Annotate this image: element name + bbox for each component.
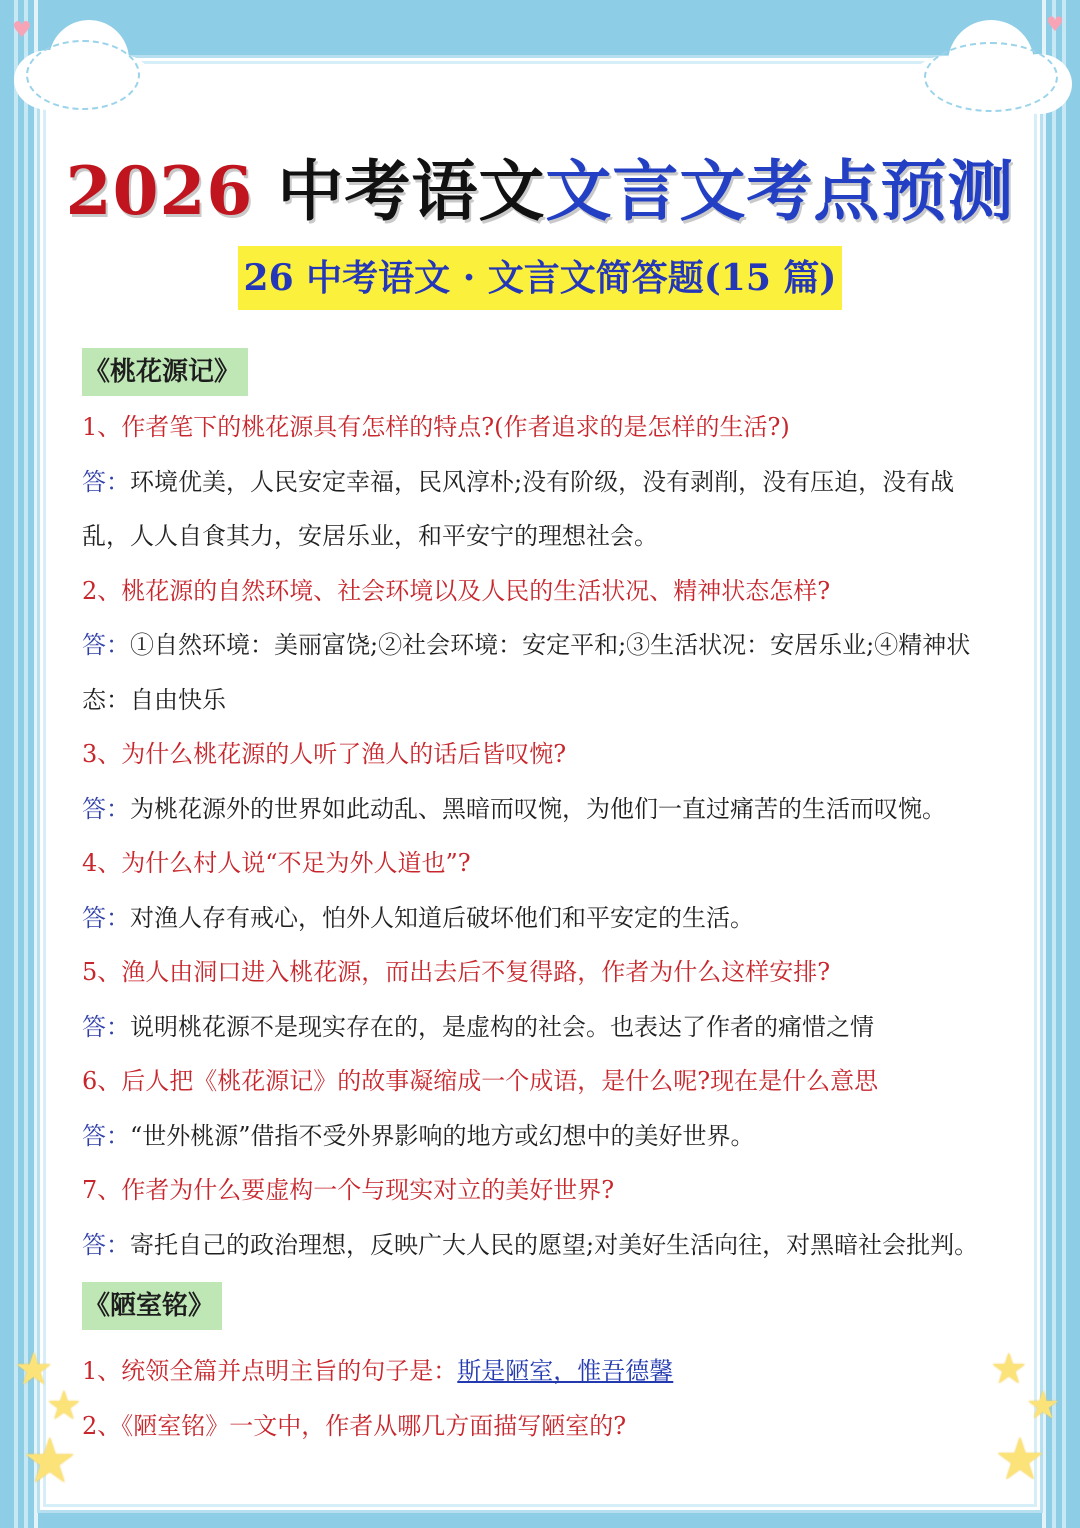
answer-prefix: 答： — [82, 903, 130, 932]
section-taohuayuanji — [82, 348, 1012, 1272]
question: 2、桃花源的自然环境、社会环境以及人民的生活状况、精神状态怎样? — [82, 576, 831, 605]
frame-stripe — [14, 0, 18, 1528]
answer-text: 说明桃花源不是现实存在的，是虚构的社会。也表达了作者的痛惜之情 — [130, 1012, 874, 1041]
section-heading: 《陋室铭》 — [82, 1282, 222, 1330]
answer — [82, 891, 1012, 946]
answer — [82, 618, 1012, 673]
title-part-black: 中考语文 — [277, 152, 546, 230]
answer-text: 对渔人存有戒心，怕外人知道后破坏他们和平安定的生活。 — [130, 903, 754, 932]
answer-prefix: 答： — [82, 794, 130, 823]
question: 5、渔人由洞口进入桃花源，而出去后不复得路，作者为什么这样安排? — [82, 958, 831, 986]
heart-icon: ♥ — [1046, 12, 1064, 36]
answer-prefix: 答： — [82, 1012, 130, 1041]
title-year: 2026 — [65, 152, 254, 230]
answer-text: ①自然环境：美丽富饶;②社会环境：安定平和;③生活状况：安居乐业;④精神状 — [130, 631, 971, 659]
question: 4、为什么村人说“不足为外人道也”? — [82, 849, 471, 877]
question: 6、后人把《桃花源记》的故事凝缩成一个成语，是什么呢?现在是什么意思 — [82, 1067, 879, 1095]
star-icon: ★ — [46, 1383, 82, 1429]
star-icon: ★ — [14, 1344, 54, 1395]
answer — [82, 1218, 1012, 1273]
page-title — [46, 138, 1034, 233]
answer — [82, 1000, 1012, 1055]
question — [82, 1344, 1012, 1399]
answer-prefix: 答： — [82, 1121, 130, 1150]
answer-prefix: 答： — [82, 1230, 130, 1259]
question: 7、作者为什么要虚构一个与现实对立的美好世界? — [82, 1176, 615, 1204]
section-loushiming — [82, 1282, 1012, 1454]
answer — [82, 455, 1012, 510]
answer-text: “世外桃源”借指不受外界影响的地方或幻想中的美好世界。 — [130, 1121, 755, 1150]
star-icon: ★ — [994, 1425, 1046, 1493]
answer-text: 寄托自己的政治理想，反映广大人民的愿望;对美好生活向往，对黑暗社会批判。 — [130, 1230, 979, 1259]
frame-stripe — [24, 0, 28, 1528]
answer-continuation: 乱，人人自食其力，安居乐业，和平安宁的理想社会。 — [82, 522, 658, 550]
frame-stripe — [1042, 0, 1046, 1528]
answer — [82, 782, 1012, 837]
heart-icon: ♥ — [12, 18, 32, 43]
star-icon: ★ — [22, 1424, 78, 1497]
frame-stripe — [1062, 0, 1066, 1528]
title-part-blue: 文言文考点预测 — [545, 152, 1015, 230]
star-icon: ★ — [1026, 1383, 1061, 1427]
page-subtitle: 26 中考语文 · 文言文简答题(15 篇) — [238, 246, 843, 310]
section-heading: 《桃花源记》 — [82, 348, 248, 396]
answer-continuation: 态：自由快乐 — [82, 685, 226, 714]
frame-stripe — [34, 0, 38, 1528]
question: 3、为什么桃花源的人听了渔人的话后皆叹惋? — [82, 740, 567, 768]
question-text: 1、统领全篇并点明主旨的句子是： — [82, 1357, 458, 1385]
star-icon: ★ — [990, 1344, 1028, 1393]
answer — [82, 1109, 1012, 1164]
question: 2、《陋室铭》一文中，作者从哪几方面描写陋室的? — [82, 1412, 627, 1440]
answer-prefix: 答： — [82, 467, 130, 496]
content-body — [82, 348, 1012, 1454]
question: 1、作者笔下的桃花源具有怎样的特点?(作者追求的是怎样的生活?) — [82, 413, 790, 441]
answer-text: 为桃花源外的世界如此动乱、黑暗而叹惋，为他们一直过痛苦的生活而叹惋。 — [130, 794, 946, 823]
answer-text: 环境优美，人民安定幸福，民风淳朴;没有阶级，没有剥削，没有压迫，没有战 — [130, 467, 955, 496]
frame-stripe — [1052, 0, 1056, 1528]
highlighted-answer: 斯是陋室，惟吾德馨 — [457, 1357, 674, 1385]
answer-prefix: 答： — [82, 631, 130, 659]
